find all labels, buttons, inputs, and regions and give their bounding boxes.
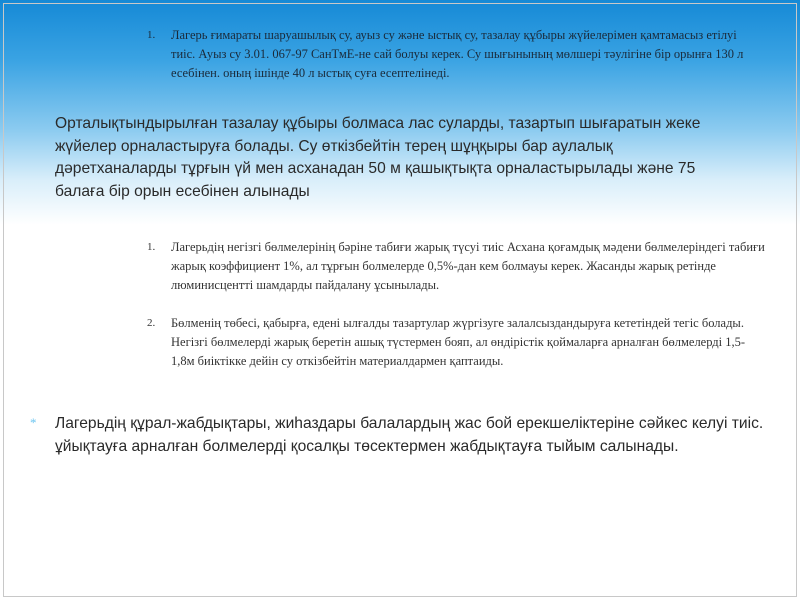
list-rooms (147, 238, 767, 371)
list-item (147, 314, 767, 371)
list-number: 1. (147, 241, 156, 253)
list-item (147, 238, 767, 295)
list-text: Бөлменің төбесі, қабырға, едені ылғалды тазартулар жүргізуге залалсыздандыруға кететіндей тегіс болады. Негізгі бөлмелерді жарық беретін ашық түстермен бояп, ал өндірістік қоймаларға арналған бөлмелерді 1,5-1,8м биіктікке дейін су откізбейтін материалдармен қаптаиды. (171, 316, 746, 368)
list-number: 2. (147, 317, 156, 329)
list-item (147, 26, 747, 83)
paragraph-sewage: Орталықтындырылған тазалау құбыры болмаса лас суларды, тазартып шығаратын жеке жүйелер орналастыруға болады. Су өткізбейтін терең шұңқыры бар аулалық дәретханаларды тұрғын үй мен асханадан 50 м қашықтықта орналастырылады және 75 балаға бір орын есебінен алынады (55, 115, 701, 200)
list-text: Лагерь ғимараты шаруашылық су, ауыз су және ыстық су, тазалау құбыры жүйелерімен қамтамасыз етілуі тиіс. Ауыз су 3.01. 067-97 СанТмЕ-не сай болуы керек. Су шығынының мөлшері тәулігіне бір орынға 130 л есебінен. оның ішінде 40 л ыстық суға есептелінеді. (171, 28, 744, 80)
list-text: Лагерьдің негізгі бөлмелерінің бәріне табиғи жарық түсуі тиіс Асхана қоғамдық мәдени бөлмелеріндегі табиғи жарық коэффициент 1%, ал тұрғын болмелерде 0,5%-дан кем болмауы керек. Жасанды жарық ретінде люминисцентті шамдарды пайдалану ұсынылады. (171, 240, 765, 292)
bullet-icon: * (30, 415, 37, 430)
list-top (147, 26, 747, 83)
paragraph-equipment: Лагерьдің құрал-жабдықтары, жиһаздары балалардың жас бой ерекшеліктеріне сәйкес келуі тиіс. ұйықтауға арналған болмелерді қосалқы төсектермен жабдықтауға тыйым салынады. (55, 415, 764, 455)
list-number: 1. (147, 29, 156, 41)
